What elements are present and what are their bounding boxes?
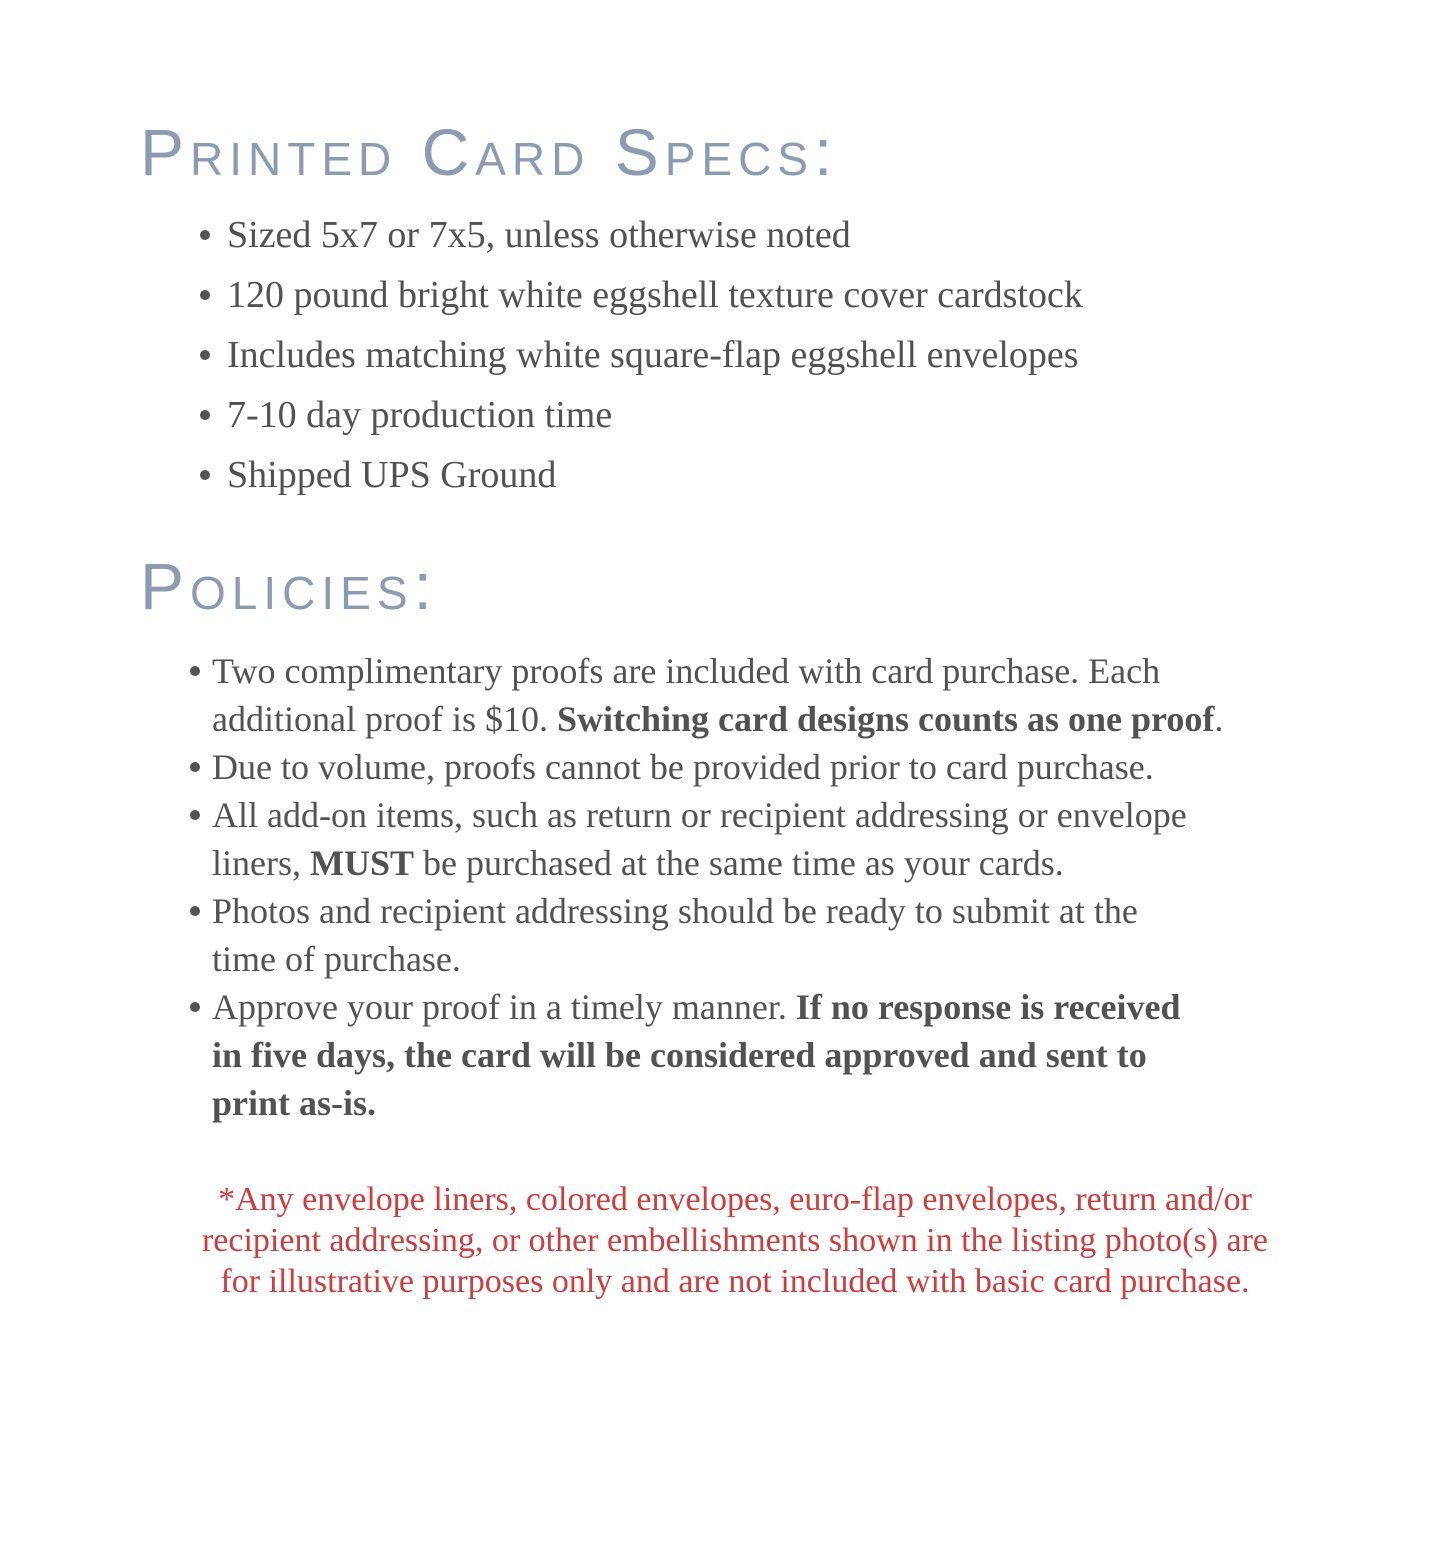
text-segment: Two complimentary proofs are included with card purchase. Each xyxy=(212,651,1161,691)
text-segment: Due to volume, proofs cannot be provided prior to card purchase. xyxy=(212,747,1154,787)
list-item xyxy=(198,325,1445,385)
bullet-icon xyxy=(200,470,210,480)
list-item-line xyxy=(212,743,1445,791)
disclaimer-text xyxy=(140,1179,1330,1302)
bullet-icon xyxy=(200,350,210,360)
bullet-icon xyxy=(200,230,210,240)
list-item-line xyxy=(212,647,1445,695)
text-segment: . xyxy=(1214,699,1224,739)
disclaimer-line: recipient addressing, or other embellishments shown in the listing photo(s) are xyxy=(201,1222,1269,1259)
text-segment: in five days, the card will be considered approved and sent to xyxy=(212,1035,1147,1075)
bullet-icon xyxy=(190,906,200,916)
text-segment: Photos and recipient addressing should be ready to submit at the xyxy=(212,891,1138,931)
text-segment: Approve your proof in a timely manner. xyxy=(212,987,796,1027)
bullet-icon xyxy=(190,810,200,820)
text-segment: All add-on items, such as return or recipient addressing or envelope xyxy=(212,795,1187,835)
disclaimer-line: *Any envelope liners, colored envelopes, euro-flap envelopes, return and/or xyxy=(218,1181,1252,1218)
list-item xyxy=(190,647,1445,743)
list-item xyxy=(190,887,1445,983)
policies-list xyxy=(190,647,1445,1127)
list-item-line xyxy=(212,935,1445,983)
bullet-icon xyxy=(200,410,210,420)
text-segment: additional proof is $10. xyxy=(212,699,557,739)
list-item xyxy=(198,265,1445,325)
list-item-text: Includes matching white square-flap eggshell envelopes xyxy=(227,334,1079,376)
list-item xyxy=(198,385,1445,445)
list-item-text: Sized 5x7 or 7x5, unless otherwise noted xyxy=(227,214,851,256)
list-item-line xyxy=(212,695,1445,743)
list-item xyxy=(198,205,1445,265)
list-item xyxy=(198,445,1445,505)
bullet-icon xyxy=(190,666,200,676)
text-segment: liners, xyxy=(212,843,310,883)
list-item-line xyxy=(212,1079,1445,1127)
specs-heading: Printed Card Specs: xyxy=(140,115,839,189)
list-item-line xyxy=(212,1031,1445,1079)
card-info-sheet xyxy=(0,112,1445,1557)
specs-list xyxy=(198,205,1445,505)
text-segment: time of purchase. xyxy=(212,939,461,979)
text-segment: If no response is received xyxy=(795,987,1181,1027)
text-segment: MUST xyxy=(309,843,414,883)
list-item-text: 120 pound bright white eggshell texture cover cardstock xyxy=(227,274,1083,316)
bullet-icon xyxy=(200,290,210,300)
text-segment: be purchased at the same time as your cards. xyxy=(414,843,1064,883)
list-item-line xyxy=(212,791,1445,839)
bullet-icon xyxy=(190,1002,200,1012)
list-item-text: 7-10 day production time xyxy=(227,394,613,436)
bullet-icon xyxy=(190,762,200,772)
text-segment: print as-is. xyxy=(212,1083,377,1123)
list-item-line xyxy=(212,839,1445,887)
text-segment: Switching card designs counts as one proof xyxy=(556,699,1215,739)
list-item-line xyxy=(212,887,1445,935)
list-item xyxy=(190,743,1445,791)
list-item-line xyxy=(212,983,1445,1031)
list-item xyxy=(190,983,1445,1127)
disclaimer-line: for illustrative purposes only and are not included with basic card purchase. xyxy=(220,1263,1250,1300)
list-item xyxy=(190,791,1445,887)
policies-heading: Policies: xyxy=(140,549,438,623)
list-item-text: Shipped UPS Ground xyxy=(227,454,557,496)
